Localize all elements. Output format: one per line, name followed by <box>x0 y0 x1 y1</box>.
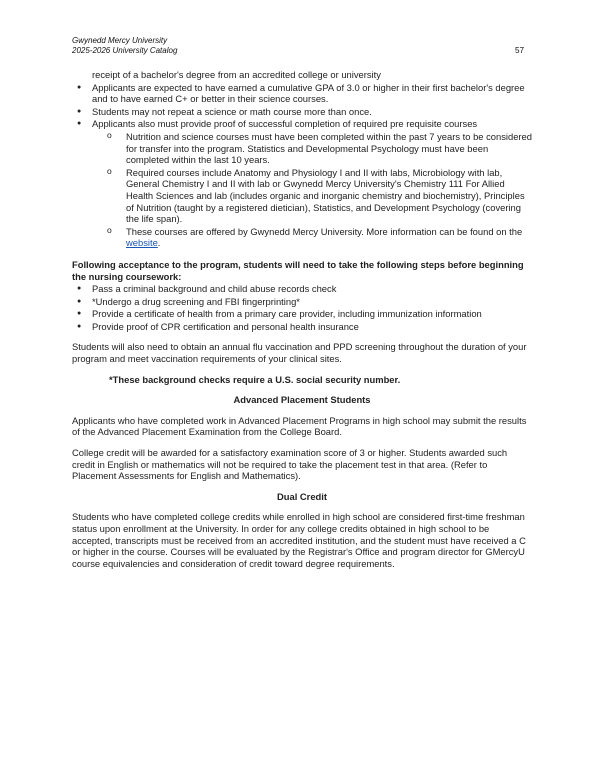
continuation-text: receipt of a bachelor's degree from an accredited college or university <box>92 69 381 80</box>
requirements-list <box>72 82 532 249</box>
list-item: ● Students may not repeat a science or math course more than once. <box>72 106 532 118</box>
website-link[interactable]: website <box>126 237 158 249</box>
institution-name: Gwynedd Mercy University <box>72 36 168 45</box>
advanced-placement-heading: Advanced Placement Students <box>233 394 371 406</box>
sub-list-item-end: . <box>157 237 161 249</box>
page-number: 57 <box>515 46 525 55</box>
vaccination-text-end: and PPD screening throughout the duration of your program and meet vaccination requirements of your clinical sites. <box>72 341 527 365</box>
list-item <box>72 118 532 249</box>
list-item: ● Provide a certificate of health from a primary care provider, including immunization information <box>72 308 532 320</box>
advanced-placement-paragraph-2: College credit will be awarded for a satisfactory examination score of 3 or higher. Students awarded such credit in English or mathematics will not be required to take the placement test in that area. (Refer to Placement Assessments for English and Mathematics). <box>72 447 508 482</box>
page-body <box>72 69 532 569</box>
prereq-sublist <box>92 131 532 249</box>
list-item: ● Pass a criminal background and child abuse records check <box>72 283 532 295</box>
sub-list-item: o Nutrition and science courses must have been completed within the past 7 years to be considered for transfer into the program. Statistics and Developmental Psychology must have been completed within the last 10 years. <box>92 131 532 166</box>
catalog-title: 2025-2026 University Catalog <box>72 46 178 55</box>
advanced-placement-paragraph-1: Applicants who have completed work in Advanced Placement Programs in high school may submit the results of the Advanced Placement Examination from the College Board. <box>72 414 527 438</box>
list-item-text: Applicants also must provide proof of successful completion of required pre requisite courses <box>92 118 478 130</box>
vaccination-emphasis: flu vaccination <box>252 341 313 353</box>
list-item: ● Provide proof of CPR certification and personal health insurance <box>72 321 532 333</box>
dual-credit-paragraph: Students who have completed college credits while enrolled in high school are considered first-time freshman status upon enrollment at the University. In order for any college credits obtained in high school to be accepted, transcripts must be received from an accredited institution, and the student must have received a C or higher in the course. Courses will be evaluated by the Registrar's Office and program director for GMercyU course equivalencies and consideration of credit toward degree requirements. <box>72 511 526 569</box>
list-item: ● Applicants are expected to have earned a cumulative GPA of 3.0 or higher in their first bachelor's degree and to have earned C+ or better in their science courses. <box>72 82 532 105</box>
ssn-note: *These background checks require a U.S. social security number. <box>109 373 401 385</box>
dual-credit-heading: Dual Credit <box>276 490 327 502</box>
vaccination-paragraph <box>72 341 532 364</box>
page-header <box>72 36 177 56</box>
acceptance-heading: Following acceptance to the program, students will need to take the following steps before beginning the nursing coursework: <box>72 258 524 282</box>
sub-list-item: o Required courses include Anatomy and Physiology I and II with labs, Microbiology with lab, General Chemistry I and II with lab or Gwynedd Mercy University's Chemistry 111 For Allied Health Sciences and lab (includes organic and inorganic chemistry and biochemistry), Principles of Nutrition (taught by a registered dietician), Statistics, and Development Psychology (covering the life span). <box>92 167 532 225</box>
sub-list-item <box>92 226 532 249</box>
acceptance-steps-list <box>72 283 532 332</box>
list-item: ● *Undergo a drug screening and FBI fingerprinting* <box>72 296 532 308</box>
vaccination-text: Students will also need to obtain an annual <box>72 341 253 353</box>
sub-list-item-text: These courses are offered by Gwynedd Mercy University. More information can be found on the <box>126 225 523 237</box>
